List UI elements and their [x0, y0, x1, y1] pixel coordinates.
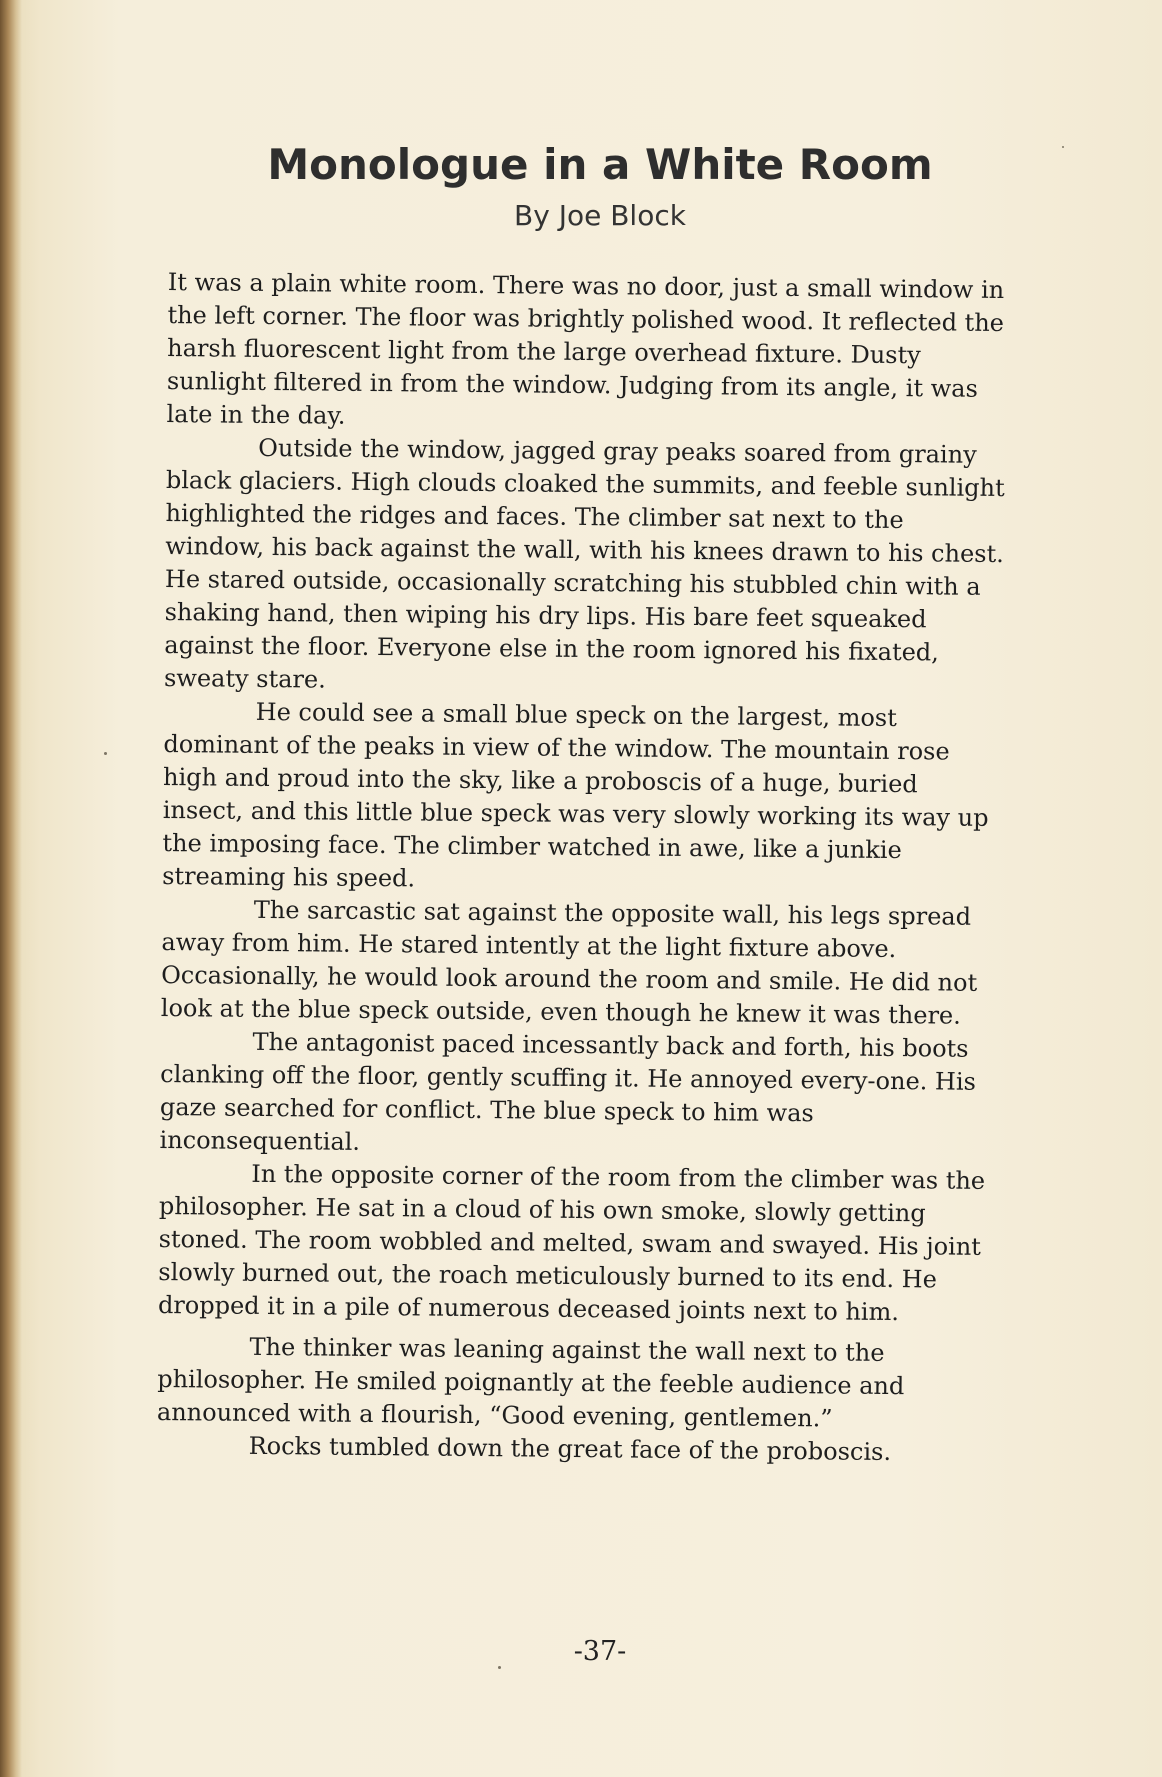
paragraph: It was a plain white room. There was no door, just a small window in the left corner. The floor was brightly polished wood. It reflected the harsh fluorescent light from the large overhead fixture. Dusty sunlight filtered in from the window. Judging from its angle, it was late in the day. [166, 267, 1005, 430]
paper-speck [1062, 146, 1064, 148]
paragraph: He could see a small blue speck on the largest, most dominant of the peaks in view of the window. The mountain rose high and proud into the sky, like a proboscis of a huge, buried insect, and this little blue speck was very slowly working its way up the imposing face. The climber watched in awe, like a junkie streaming his speed. [162, 697, 989, 893]
paper-speck [104, 752, 107, 755]
page-number: -37- [573, 1636, 627, 1667]
story-title: Monologue in a White Room [267, 140, 933, 189]
paragraph: In the opposite corner of the room from the climber was the philosopher. He sat in a cloud of his own smoke, slowly getting stoned. The room wobbled and melted, swam and swayed. His joint slowly burned out, the roach meticulously burned to its end. He dropped it in a pile of numerous deceased joints next to him. [157, 1159, 986, 1327]
paragraph: The antagonist paced incessantly back and forth, his boots clanking off the floor, gently scuffing it. He annoyed every-one. His gaze searched for conflict. The blue speck to him was inconsequential. [159, 1027, 977, 1156]
paragraph: Outside the window, jagged gray peaks soared from grainy black glaciers. High clouds cloaked the summits, and feeble sunlight highlighted the ridges and faces. The climber sat next to the window, his back against the wall, with his knees drawn to his chest. He stared outside, occasionally scratching his stubbled chin with a shaking hand, then wiping his dry lips. His bare feet squeaked against the floor. Everyone else in the room ignored his fixated, sweaty stare. [163, 433, 1005, 694]
paragraph: Rocks tumbled down the great face of the proboscis. [248, 1431, 892, 1466]
paragraph: The thinker was leaning against the wall next to the philosopher. He smiled poignantly at the feeble audience and announced with a flourish, “Good evening, gentlemen.” [156, 1332, 905, 1433]
story-byline: By Joe Block [514, 199, 686, 232]
paragraph: The sarcastic sat against the opposite wall, his legs spread away from him. He stared intently at the light fixture above. Occasionally, he would look around the room and smile. He did not look at the blue speck outside, even though he knew it was there. [160, 895, 978, 1030]
paper-speck [498, 1666, 501, 1669]
story-body [157, 266, 1008, 1470]
book-binding-edge [0, 0, 22, 1777]
